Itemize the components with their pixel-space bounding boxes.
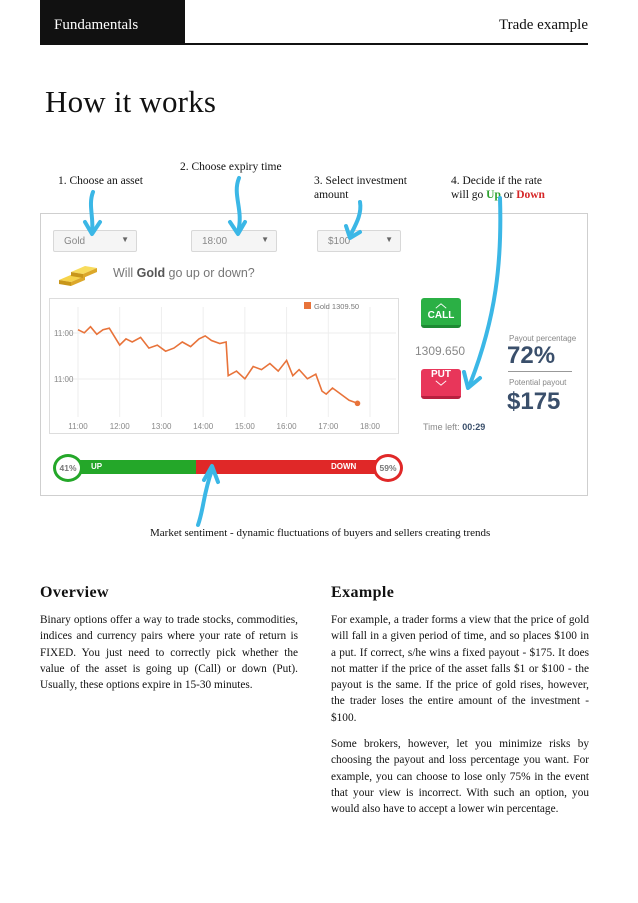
step-4-up: Up [486, 189, 501, 201]
sentiment-up-badge: 41% [53, 454, 83, 482]
current-price: 1309.650 [415, 344, 466, 358]
call-button-label: CALL [427, 310, 455, 321]
put-button-label: PUT [431, 369, 451, 380]
price-chart [49, 298, 399, 434]
put-button[interactable] [421, 369, 461, 399]
time-left-label: Time left: [423, 422, 463, 432]
header-rule [185, 43, 588, 45]
question-asset: Gold [136, 266, 166, 280]
payout-percentage-label: Payout percentage [509, 334, 577, 343]
step-3-label [314, 174, 407, 202]
chevron-down-icon: ▼ [261, 235, 269, 244]
step-4-pre: will go [451, 189, 487, 201]
legend-swatch [304, 302, 311, 309]
call-button[interactable] [421, 298, 461, 328]
step-3-line2: amount [314, 189, 349, 201]
x-tick-label: 11:00 [68, 422, 88, 431]
step-3-line1: 3. Select investment [314, 175, 407, 187]
payout-percentage-value: 72% [507, 342, 556, 369]
sentiment-down-label: DOWN [331, 462, 357, 471]
potential-payout-value: $175 [507, 388, 561, 415]
y-tick-label: 11:00 [54, 329, 74, 338]
step-4-line1: 4. Decide if the rate [451, 175, 542, 187]
x-tick-label: 12:00 [109, 422, 130, 431]
amount-select[interactable] [317, 230, 401, 252]
step-4-down: Down [516, 189, 545, 201]
trading-widget [40, 213, 588, 496]
header-section-label: Fundamentals [54, 17, 139, 33]
expiry-select-value: 18:00 [202, 236, 228, 247]
chevron-down-icon: ﹀ [435, 381, 447, 393]
potential-payout-label: Potential payout [509, 378, 567, 387]
x-tick-label: 15:00 [234, 422, 255, 431]
amount-select-value: $100 [328, 236, 351, 247]
question-post: go up or down? [165, 266, 255, 280]
legend-label: Gold 1309.50 [314, 302, 360, 311]
sentiment-up-label: UP [91, 462, 103, 471]
sentiment-caption: Market sentiment - dynamic fluctuations of buyers and sellers creating trends [150, 527, 491, 539]
gold-bars-icon [55, 258, 103, 288]
example-paragraph-2: Some brokers, however, let you minimize risks by choosing the payout and loss percentage you want. For example, you can choose to lose only 75% in the event that your view is incorrect. With such an option, you would also have to accept a lower win percentage. [331, 738, 589, 816]
expiry-select[interactable] [191, 230, 277, 252]
sentiment-down-fill [196, 460, 391, 474]
sentiment-down-badge: 59% [373, 454, 403, 482]
question-pre: Will [113, 266, 137, 280]
x-tick-label: 14:00 [193, 422, 214, 431]
x-tick-label: 16:00 [276, 422, 297, 431]
asset-question [113, 266, 255, 280]
chevron-up-icon: ︿ [435, 298, 447, 310]
example-paragraph-1: For example, a trader forms a view that the price of gold will fall in a given period of time, and so places $100 in a put. If correct, s/he wins a fixed payout - $175. It does not matter if the price of the asset falls $1 or $100 - the payout is the same. If the price of gold rises, however, the trader loses the entire amount of the investment - $100. [331, 614, 589, 724]
overview-heading: Overview [40, 584, 109, 601]
y-tick-label: 11:00 [54, 375, 74, 384]
time-left [423, 422, 485, 432]
x-tick-label: 17:00 [318, 422, 339, 431]
asset-select[interactable] [53, 230, 137, 252]
x-tick-label: 13:00 [151, 422, 172, 431]
chevron-down-icon: ▼ [385, 235, 393, 244]
step-1-label: 1. Choose an asset [58, 175, 143, 187]
last-price-point [355, 401, 361, 407]
payout-divider [508, 371, 572, 372]
step-4-or: or [500, 189, 517, 201]
price-chart-svg [50, 299, 400, 435]
overview-text: Binary options offer a way to trade stocks, commodities, indices and currency pairs where your rate of return is FIXED. You just need to correctly pick whether the value of the asset is going up (Call) or down (Put). Usually, these options expire in 15-30 minutes. [40, 614, 298, 692]
chevron-down-icon: ▼ [121, 235, 129, 244]
x-tick-label: 18:00 [359, 422, 381, 431]
step-2-label: 2. Choose expiry time [180, 161, 282, 173]
header-section-tab [40, 0, 185, 45]
time-left-value: 00:29 [462, 422, 486, 432]
page-title: How it works [45, 84, 217, 119]
example-heading: Example [331, 584, 395, 601]
header-topic: Trade example [498, 17, 588, 33]
step-4-label [451, 174, 545, 202]
asset-select-value: Gold [64, 236, 86, 247]
